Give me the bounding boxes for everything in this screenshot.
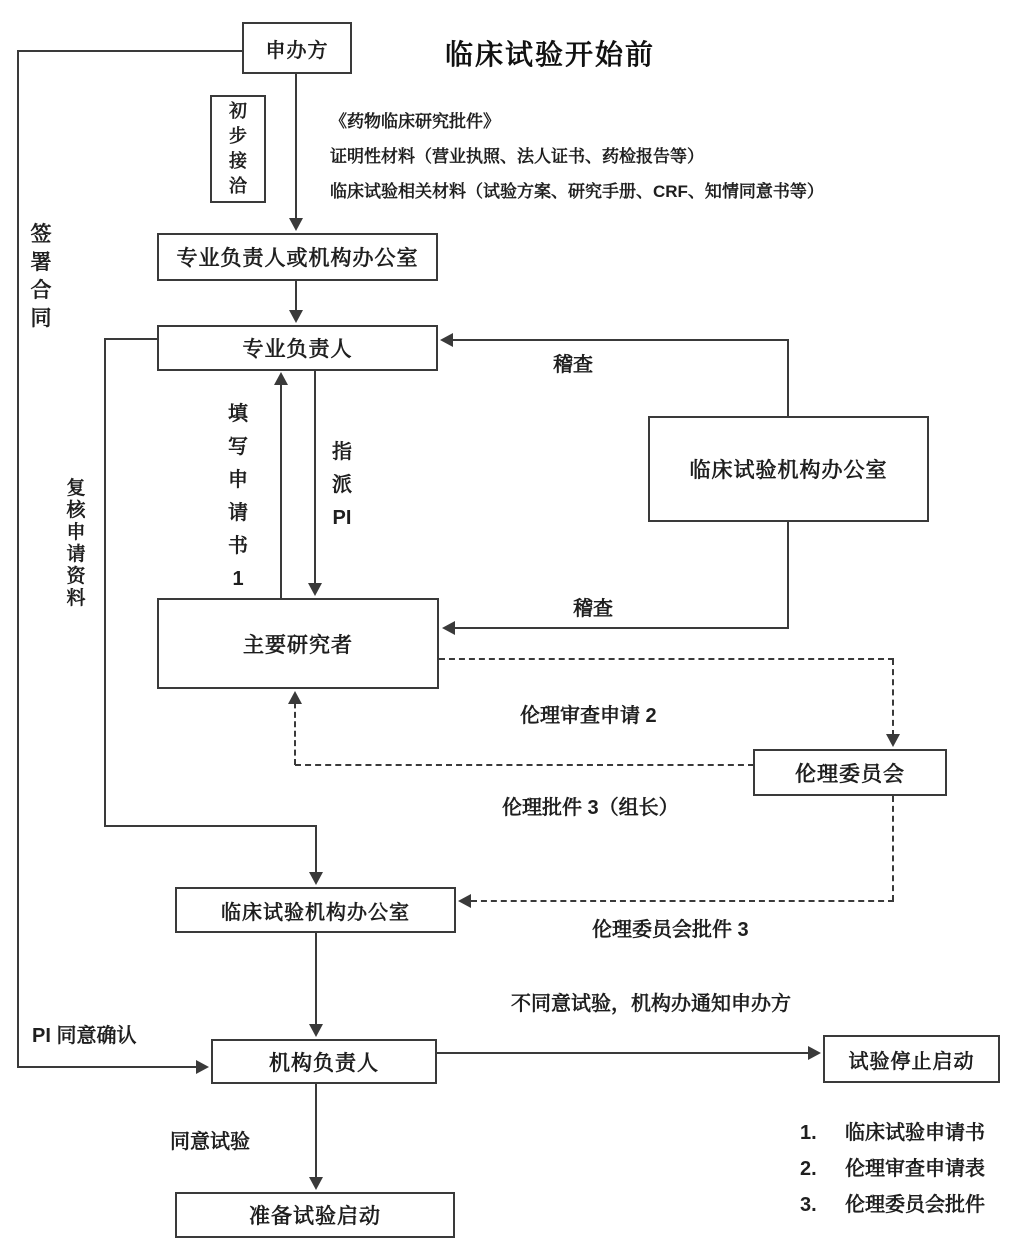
- arrow-down-icon: [308, 583, 322, 596]
- arrow-up-icon: [288, 691, 302, 704]
- line-audit-bottom-horizontal: [454, 627, 789, 629]
- dashed-committee-approval-vertical: [892, 796, 894, 901]
- footnote-number: 1.: [800, 1122, 817, 1144]
- footnote-text: 伦理审查申请表: [845, 1158, 985, 1180]
- line-depthoffice-to-depthead: [295, 281, 297, 312]
- materials-note-line3: 临床试验相关材料（试验方案、研究手册、CRF、知情同意书等）: [330, 182, 824, 201]
- line-review-seg2: [104, 338, 106, 827]
- page-title: 临床试验开始前: [444, 39, 655, 70]
- line-office-to-orghead: [315, 933, 317, 1026]
- node-stop-start: 试验停止启动: [823, 1035, 1000, 1083]
- dashed-ethics-apply-horizontal: [439, 658, 894, 660]
- line-audit-top-vertical: [787, 340, 789, 416]
- arrow-left-icon: [440, 333, 453, 347]
- node-org-office-mid: 临床试验机构办公室: [175, 887, 456, 933]
- line-audit-bottom-vertical: [787, 522, 789, 629]
- node-dept-head-or-office: 专业负责人或机构办公室: [157, 233, 438, 281]
- line-review-seg4: [315, 825, 317, 874]
- footnote-number: 2.: [800, 1158, 817, 1180]
- line-fill-application-up: [280, 383, 282, 598]
- node-sponsor: 申办方: [242, 22, 352, 74]
- line-orghead-to-prepare: [315, 1084, 317, 1179]
- arrow-down-icon: [289, 218, 303, 231]
- arrow-down-icon: [309, 1024, 323, 1037]
- edge-label-fill-application: 填写申请书1: [228, 403, 248, 590]
- edge-label-disagree-note: 不同意试验，机构办通知申办方: [511, 993, 791, 1015]
- footnote-text: 临床试验申请书: [845, 1122, 985, 1144]
- line-review-seg3: [104, 825, 317, 827]
- edge-label-ethics-approval-leader: 伦理批件 3（组长）: [502, 797, 679, 819]
- arrow-down-icon: [289, 310, 303, 323]
- footnote-number: 3.: [800, 1194, 817, 1216]
- node-org-head: 机构负责人: [211, 1039, 437, 1084]
- arrow-right-icon: [196, 1060, 209, 1074]
- line-sign-contract-vertical: [17, 50, 19, 1068]
- arrow-left-icon: [442, 621, 455, 635]
- arrow-up-icon: [274, 372, 288, 385]
- arrow-right-icon: [808, 1046, 821, 1060]
- line-sponsor-left: [18, 50, 242, 52]
- dashed-ethics-apply-vertical: [892, 659, 894, 736]
- line-review-seg1: [104, 338, 159, 340]
- materials-note-line2: 证明性材料（营业执照、法人证书、药检报告等）: [330, 147, 704, 166]
- arrow-left-icon: [458, 894, 471, 908]
- line-sponsor-down: [295, 74, 297, 220]
- node-org-office-right: 临床试验机构办公室: [648, 416, 929, 522]
- node-ethics-committee: 伦理委员会: [753, 749, 947, 796]
- dashed-ethics-approval-horizontal: [295, 764, 754, 766]
- edge-label-agree-trial: 同意试验: [170, 1131, 250, 1153]
- line-assign-pi-down: [314, 371, 316, 585]
- line-pi-confirm: [17, 1066, 197, 1068]
- edge-label-ethics-committee-approval: 伦理委员会批件 3: [592, 919, 749, 941]
- edge-label-ethics-review-application: 伦理审查申请 2: [520, 705, 657, 727]
- footnotes-list: [800, 1120, 985, 1228]
- edge-label-audit-top: 稽查: [553, 354, 593, 376]
- node-dept-head: 专业负责人: [157, 325, 438, 371]
- edge-label-sign-contract: 签署合同: [30, 223, 52, 330]
- arrow-down-icon: [309, 1177, 323, 1190]
- node-initial-contact-label: 初步接洽: [229, 101, 247, 196]
- footnote-item: [800, 1192, 985, 1218]
- footnote-text: 伦理委员会批件: [845, 1194, 985, 1216]
- node-initial-contact: [210, 95, 266, 203]
- line-orghead-to-stop: [437, 1052, 810, 1054]
- edge-label-audit-bottom: 稽查: [573, 598, 613, 620]
- edge-label-review-application: 复核申请资料: [66, 478, 86, 609]
- materials-note-line1: 《药物临床研究批件》: [330, 112, 500, 131]
- edge-label-pi-confirm: PI 同意确认: [32, 1025, 137, 1047]
- dashed-committee-approval-horizontal: [471, 900, 894, 902]
- node-prepare-start: 准备试验启动: [175, 1192, 455, 1238]
- footnote-item: [800, 1156, 985, 1182]
- materials-note: [330, 104, 824, 209]
- arrow-down-icon: [886, 734, 900, 747]
- footnote-item: [800, 1120, 985, 1146]
- line-audit-top-horizontal: [452, 339, 789, 341]
- edge-label-assign-pi: 指派PI: [332, 441, 352, 529]
- node-principal-investigator: 主要研究者: [157, 598, 439, 689]
- arrow-down-icon: [309, 872, 323, 885]
